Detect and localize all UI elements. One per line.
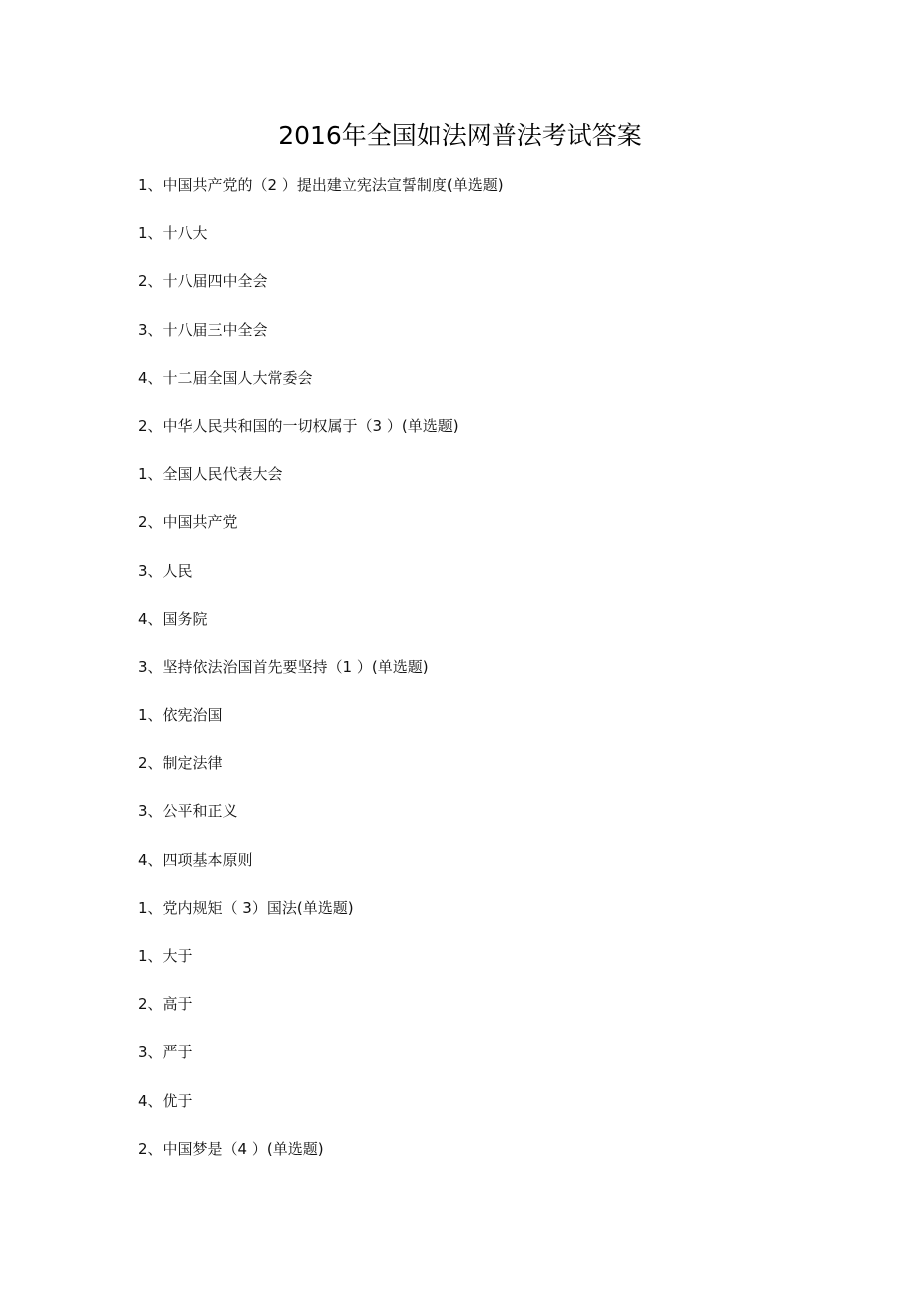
option-line: 1、全国人民代表大会 xyxy=(138,465,283,484)
option-line: 4、国务院 xyxy=(138,609,208,628)
option-line: 2、制定法律 xyxy=(138,754,223,773)
option-line: 1、大于 xyxy=(138,947,193,965)
question-list xyxy=(138,172,838,1184)
question-line: 1、中国共产党的（2 ）提出建立宪法宣誓制度(单选题) xyxy=(138,176,504,194)
option-line: 4、四项基本原则 xyxy=(138,850,253,869)
question-line: 1、党内规矩（ 3）国法(单选题) xyxy=(138,898,354,917)
option-line: 4、十二届全国人大常委会 xyxy=(138,368,313,387)
question-line: 2、中国梦是（4 ）(单选题) xyxy=(138,1139,324,1158)
option-line: 1、十八大 xyxy=(138,224,208,243)
option-line: 3、人民 xyxy=(138,561,193,580)
option-line: 1、依宪治国 xyxy=(138,706,223,725)
option-line: 2、高于 xyxy=(138,995,193,1014)
option-line: 2、中国共产党 xyxy=(138,513,238,532)
option-line: 3、十八届三中全会 xyxy=(138,320,268,339)
option-line: 3、严于 xyxy=(138,1043,193,1062)
question-line: 3、坚持依法治国首先要坚持（1 ）(单选题) xyxy=(138,657,429,676)
option-line: 2、十八届四中全会 xyxy=(138,272,268,291)
option-line: 4、优于 xyxy=(138,1091,193,1110)
question-line: 2、中华人民共和国的一切权属于（3 ）(单选题) xyxy=(138,416,459,435)
option-line: 3、公平和正义 xyxy=(138,802,238,821)
document-title: 2016年全国如法网普法考试答案 xyxy=(278,121,642,150)
